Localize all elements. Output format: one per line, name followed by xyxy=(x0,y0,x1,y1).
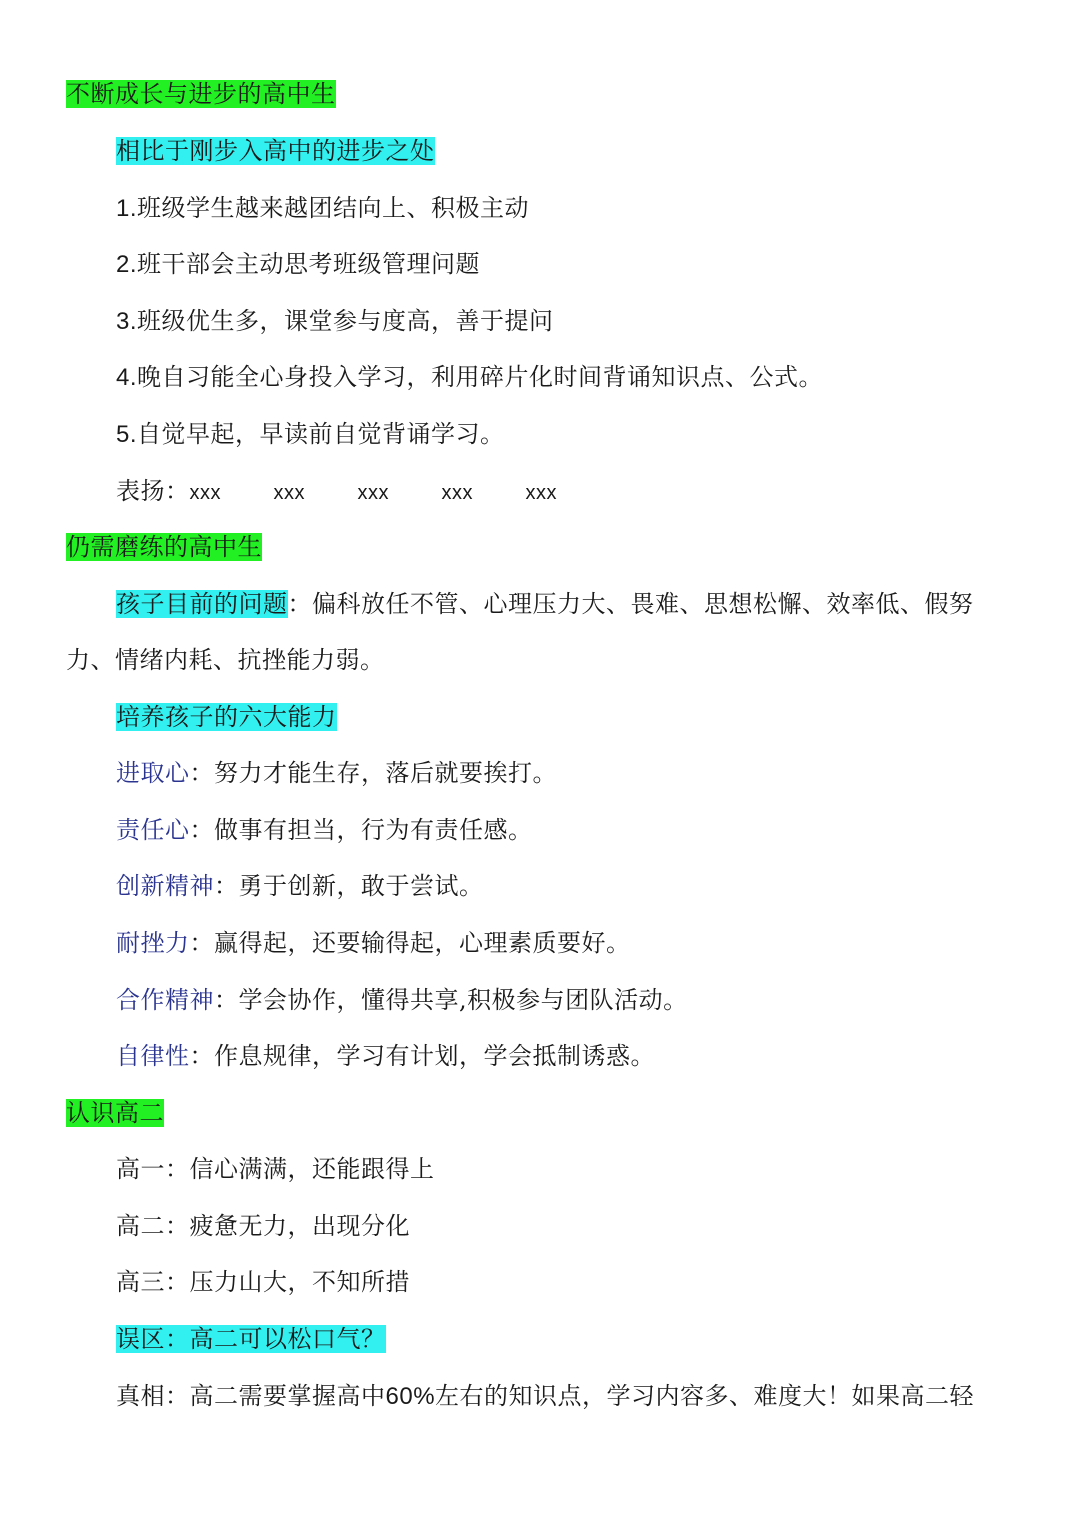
subheading-progress: 相比于刚步入高中的进步之处 xyxy=(116,137,435,165)
ability-name: 自律性 xyxy=(116,1042,190,1070)
grade-item: 高一：信心满满，还能跟得上 xyxy=(116,1155,435,1183)
ability-item: 耐挫力：赢得起，还要输得起，心理素质要好。 xyxy=(116,929,631,957)
list-item: 5.自觉早起，早读前自觉背诵学习。 xyxy=(116,420,505,448)
list-item: 1.班级学生越来越团结向上、积极主动 xyxy=(116,194,530,222)
section-heading-growth: 不断成长与进步的高中生 xyxy=(66,80,336,108)
praise-name: xxx xyxy=(273,482,305,504)
section-heading-training: 仍需磨练的高中生 xyxy=(66,533,262,561)
ability-name: 耐挫力 xyxy=(116,929,190,957)
ability-item: 责任心：做事有担当，行为有责任感。 xyxy=(116,816,533,844)
ability-name: 创新精神 xyxy=(116,872,214,900)
praise-line xyxy=(116,475,610,509)
problem-line-2: 力、情绪内耗、抗挫能力弱。 xyxy=(66,646,385,674)
problem-label: 孩子目前的问题 xyxy=(116,590,288,618)
praise-name: xxx xyxy=(525,482,557,504)
praise-name: xxx xyxy=(441,482,473,504)
ability-name: 合作精神 xyxy=(116,986,214,1014)
ability-item: 进取心：努力才能生存，落后就要挨打。 xyxy=(116,759,557,787)
ability-item: 自律性：作息规律，学习有计划，学会抵制诱惑。 xyxy=(116,1042,655,1070)
grade-item: 高二：疲惫无力，出现分化 xyxy=(116,1212,410,1240)
truth-line: 真相：高二需要掌握高中60%左右的知识点，学习内容多、难度大！如果高二轻 xyxy=(116,1382,975,1410)
ability-name: 进取心 xyxy=(116,759,190,787)
grade-item: 高三：压力山大，不知所措 xyxy=(116,1268,410,1296)
ability-item: 创新精神：勇于创新，敢于尝试。 xyxy=(116,872,484,900)
ability-item: 合作精神：学会协作，懂得共享,积极参与团队活动。 xyxy=(116,986,688,1014)
section-heading-grade2: 认识高二 xyxy=(66,1099,164,1127)
misconception-line: 误区：高二可以松口气？ xyxy=(116,1325,386,1353)
problem-line-1: 孩子目前的问题：偏科放任不管、心理压力大、畏难、思想松懈、效率低、假努 xyxy=(116,590,974,618)
list-item: 4.晚自习能全心身投入学习，利用碎片化时间背诵知识点、公式。 xyxy=(116,363,824,391)
praise-name: xxx xyxy=(189,482,221,504)
praise-name: xxx xyxy=(357,482,389,504)
list-item: 2.班干部会主动思考班级管理问题 xyxy=(116,250,481,278)
list-item: 3.班级优生多，课堂参与度高，善于提问 xyxy=(116,307,554,335)
praise-label: 表扬： xyxy=(116,477,190,505)
subheading-abilities: 培养孩子的六大能力 xyxy=(116,703,337,731)
ability-name: 责任心 xyxy=(116,816,190,844)
